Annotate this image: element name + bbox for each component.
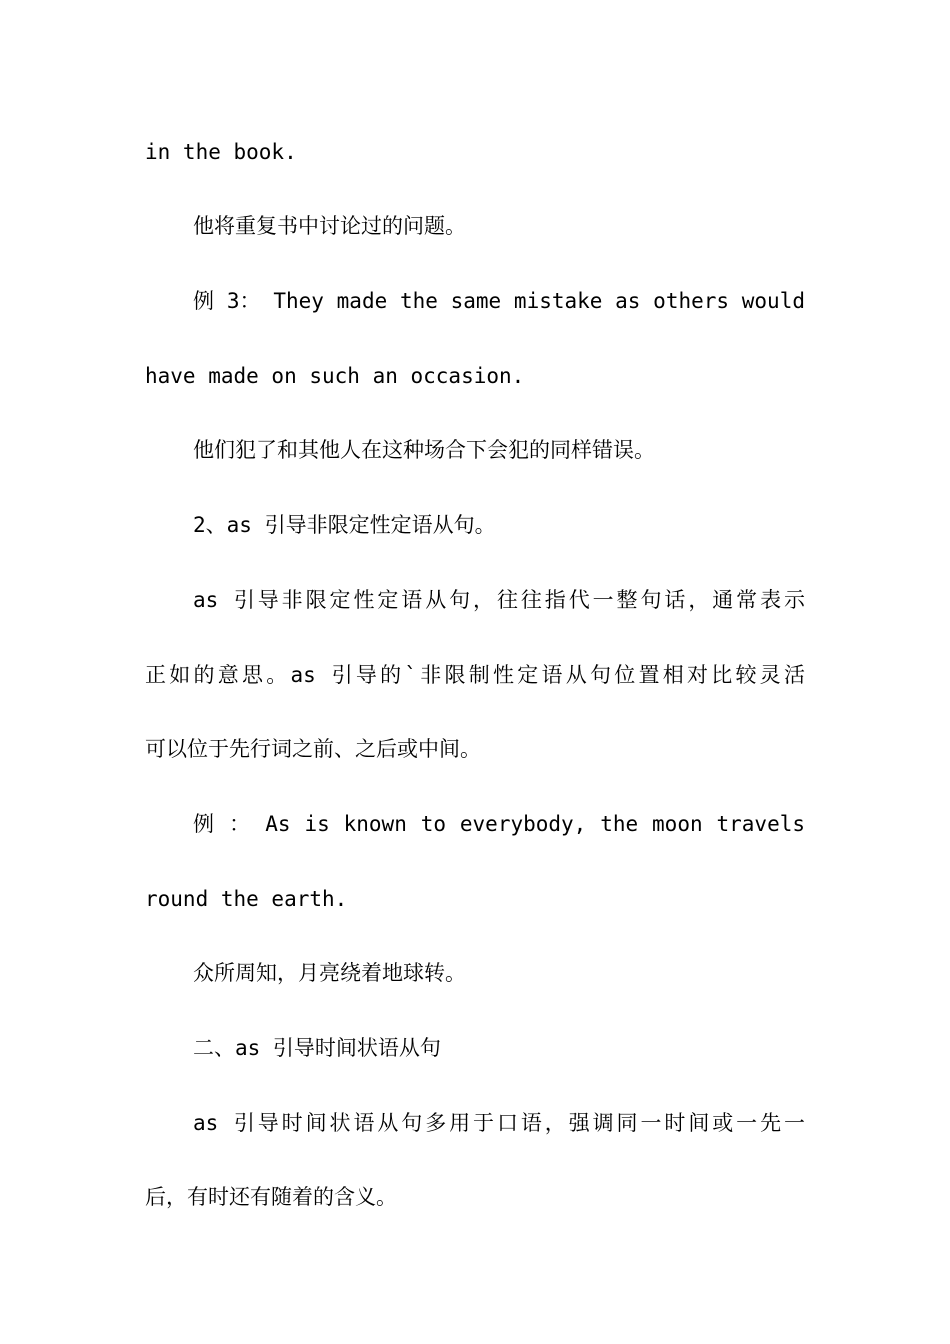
text-line: as 引导非限定性定语从句，往往指代一整句话，通常表示 <box>193 588 805 612</box>
text-line: 他将重复书中讨论过的问题。 <box>193 214 466 238</box>
example-line: 例 3： They made the same mistake as others would <box>193 289 805 313</box>
text-line: 他们犯了和其他人在这种场合下会犯的同样错误。 <box>193 438 655 462</box>
text-line: 众所周知，月亮绕着地球转。 <box>193 961 466 985</box>
text-line: have made on such an occasion. <box>145 364 525 388</box>
text-line: as 引导时间状语从句多用于口语，强调同一时间或一先一 <box>193 1111 805 1135</box>
section-heading: 二、as 引导时间状语从句 <box>193 1036 441 1060</box>
text-line: 正如的意思。as 引导的`非限制性定语从句位置相对比较灵活 <box>145 663 805 687</box>
text-line: 可以位于先行词之前、之后或中间。 <box>145 737 481 761</box>
text-line: in the book. <box>145 140 297 164</box>
section-heading: 2、as 引导非限定性定语从句。 <box>193 513 496 537</box>
example-line: 例 ： As is known to everybody, the moon travels <box>193 812 805 836</box>
text-line: 后，有时还有随着的含义。 <box>145 1185 397 1209</box>
text-line: round the earth. <box>145 887 348 911</box>
